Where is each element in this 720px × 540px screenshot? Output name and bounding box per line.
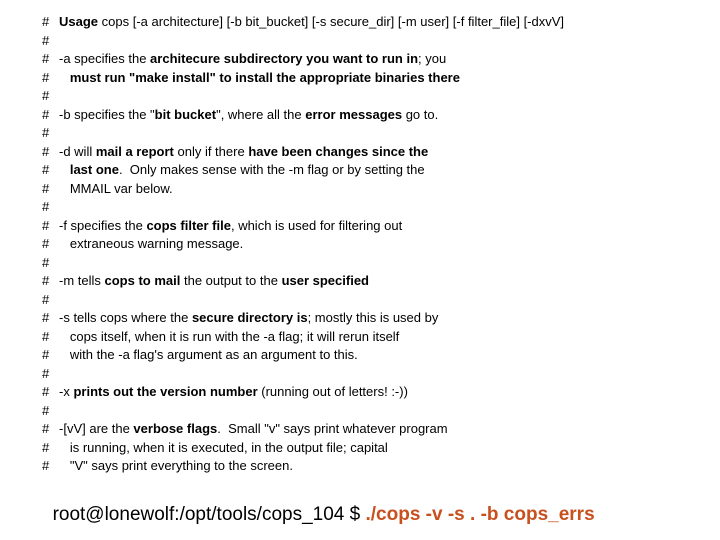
comment-hash: # <box>42 143 50 159</box>
comment-hash: # <box>42 14 50 29</box>
help-line <box>42 420 712 439</box>
help-text: MMAIL var below. <box>59 180 173 196</box>
help-line <box>42 124 712 143</box>
help-text: ", where all the <box>216 106 306 122</box>
comment-hash: # <box>42 236 50 251</box>
help-line-text <box>59 346 358 365</box>
help-text: go to. <box>402 106 439 122</box>
help-line <box>42 198 712 217</box>
help-line-text <box>59 180 173 199</box>
help-line-text <box>59 106 438 125</box>
comment-hash: # <box>42 88 50 103</box>
help-text: -[vV] are the <box>59 421 134 436</box>
comment-hash: # <box>42 217 50 233</box>
help-text-bold: mail a report <box>95 143 174 159</box>
help-line-text <box>59 328 399 347</box>
help-line-text <box>59 383 408 402</box>
help-line <box>42 161 712 180</box>
help-line <box>42 69 712 88</box>
comment-hash: # <box>42 384 50 399</box>
shell-prompt-line <box>42 479 595 527</box>
help-text-bold: prints out the version number <box>73 384 258 399</box>
help-text: -d will <box>59 143 96 159</box>
help-line <box>42 457 712 476</box>
help-text: . Only makes sense with the -m flag or by setting the <box>118 162 425 177</box>
help-text: -f specifies the <box>59 217 147 233</box>
cops-usage-help <box>42 13 712 476</box>
help-text: ; you <box>418 51 447 66</box>
comment-hash: # <box>42 199 50 214</box>
help-text: extraneous warning message. <box>59 236 244 251</box>
help-text: ; mostly this is used by <box>307 310 439 325</box>
help-text: -a specifies the <box>59 51 151 66</box>
help-text: with the -a flag's argument as an argument to this. <box>59 347 358 362</box>
help-text: "V" says print everything to the screen. <box>59 458 293 473</box>
help-line-text <box>59 439 388 458</box>
comment-hash: # <box>42 310 50 325</box>
comment-hash: # <box>42 439 50 455</box>
help-line <box>42 13 712 32</box>
help-line-text <box>59 420 448 439</box>
help-text-bold: must run "make install" to install the appropriate binaries there <box>59 69 460 85</box>
help-line <box>42 50 712 69</box>
help-line <box>42 328 712 347</box>
comment-hash: # <box>42 162 50 177</box>
shell-prompt: root@lonewolf:/opt/tools/cops_104 $ <box>52 504 366 525</box>
help-text: . Small "v" says print whatever program <box>217 421 448 436</box>
help-text-bold: cops filter file <box>146 217 231 233</box>
help-line-text <box>59 217 402 236</box>
help-line <box>42 235 712 254</box>
help-text: the output to the <box>180 273 282 288</box>
typed-command: ./cops -v -s . -b cops_errs <box>365 504 595 525</box>
help-text-bold: verbose flags <box>133 421 218 436</box>
help-line-text <box>59 50 446 69</box>
comment-hash: # <box>42 291 50 307</box>
help-text-bold: user specified <box>281 273 369 288</box>
help-text: (running out of letters! :-)) <box>257 384 408 399</box>
comment-hash: # <box>42 51 50 66</box>
help-text: only if there <box>173 143 249 159</box>
help-line <box>42 346 712 365</box>
help-line <box>42 402 712 421</box>
help-text-bold: error messages <box>305 106 403 122</box>
help-text-bold: architecure subdirectory you want to run in <box>150 51 419 66</box>
comment-hash: # <box>42 125 50 140</box>
help-line <box>42 309 712 328</box>
help-text-bold: cops to mail <box>104 273 181 288</box>
help-line-text <box>59 457 293 476</box>
help-line <box>42 217 712 236</box>
help-line-text <box>59 309 438 328</box>
help-text-bold: secure directory is <box>191 310 308 325</box>
help-text: cops itself, when it is run with the -a flag; it will rerun itself <box>59 328 400 344</box>
help-line <box>42 180 712 199</box>
help-text: cops [-a architecture] [-b bit_bucket] [-s secure_dir] [-m user] [-f filter_file] [-dxvV] <box>101 14 565 29</box>
comment-hash: # <box>42 180 50 196</box>
help-line-text <box>59 161 425 180</box>
help-line <box>42 143 712 162</box>
help-line <box>42 254 712 273</box>
help-line-text <box>59 235 243 254</box>
comment-hash: # <box>42 254 50 270</box>
help-line <box>42 272 712 291</box>
help-text: is running, when it is executed, in the output file; capital <box>59 439 388 455</box>
help-text: -b specifies the " <box>59 106 155 122</box>
help-text-bold: have been changes since the <box>248 143 429 159</box>
help-line <box>42 383 712 402</box>
help-text: -x <box>59 384 74 399</box>
help-text <box>59 162 70 177</box>
help-text-bold: Usage <box>59 14 102 29</box>
comment-hash: # <box>42 32 50 48</box>
help-line-text <box>59 13 564 32</box>
help-text: , which is used for filtering out <box>230 217 403 233</box>
help-line-text <box>59 143 428 162</box>
comment-hash: # <box>42 458 50 473</box>
comment-hash: # <box>42 421 50 436</box>
comment-hash: # <box>42 328 50 344</box>
help-line <box>42 439 712 458</box>
help-line <box>42 87 712 106</box>
help-line <box>42 32 712 51</box>
help-line <box>42 291 712 310</box>
help-line-text <box>59 69 460 88</box>
help-text-bold: last one <box>69 162 119 177</box>
comment-hash: # <box>42 273 50 288</box>
help-text: -m tells <box>59 273 105 288</box>
help-line <box>42 365 712 384</box>
comment-hash: # <box>42 69 50 85</box>
comment-hash: # <box>42 402 50 418</box>
help-line <box>42 106 712 125</box>
help-line-text <box>59 272 369 291</box>
help-text-bold: bit bucket <box>154 106 217 122</box>
comment-hash: # <box>42 106 50 122</box>
comment-hash: # <box>42 365 50 381</box>
help-text: -s tells cops where the <box>59 310 192 325</box>
comment-hash: # <box>42 347 50 362</box>
